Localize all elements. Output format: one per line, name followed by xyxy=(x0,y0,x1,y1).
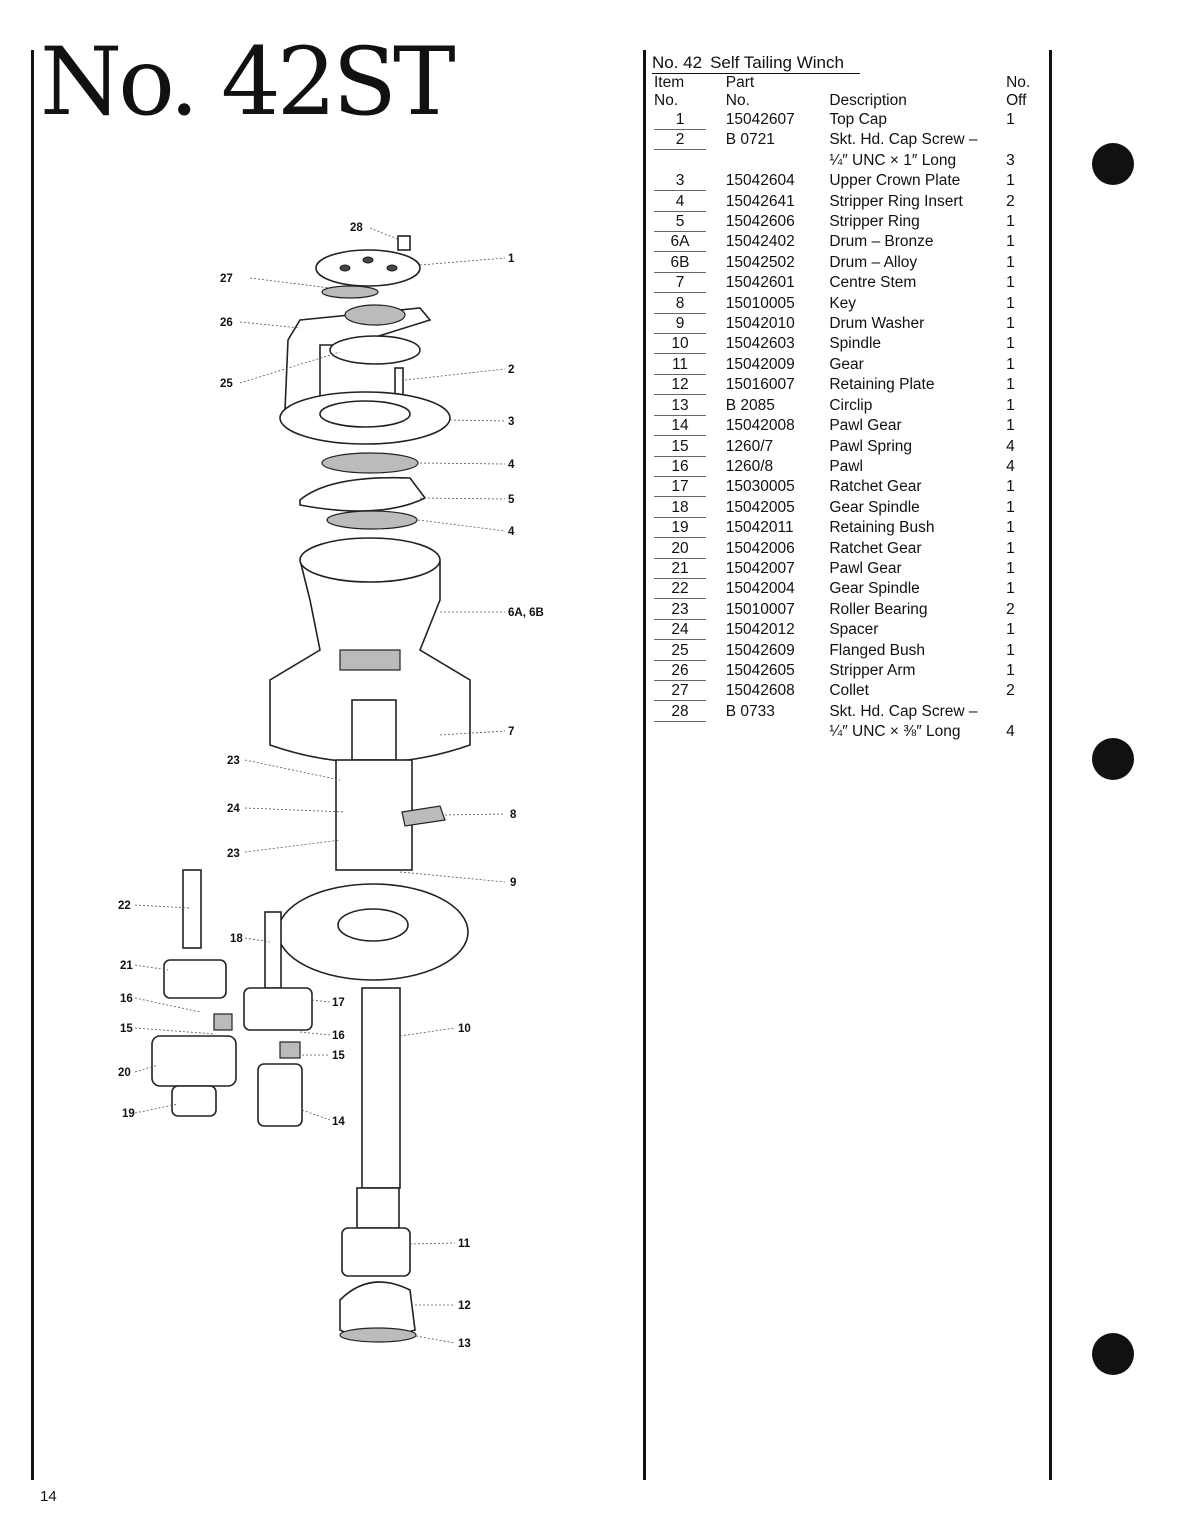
part-no: 15030005 xyxy=(725,478,795,496)
top-cap-part xyxy=(316,250,420,286)
item-no: 25 xyxy=(652,641,726,661)
callout-23-upper: 23 xyxy=(227,755,240,767)
part-no: 15042007 xyxy=(725,559,795,577)
callout-28: 28 xyxy=(350,222,363,234)
quantity-off: 1 xyxy=(1006,478,1015,496)
model-name: Self Tailing Winch xyxy=(710,53,844,72)
description: Gear Spindle xyxy=(829,498,920,516)
callout-4-lower: 4 xyxy=(508,526,515,538)
table-row xyxy=(652,253,1036,273)
callout-22: 22 xyxy=(118,900,131,912)
table-row xyxy=(652,620,1036,640)
retaining-bush-part xyxy=(172,1086,216,1116)
quantity-off: 2 xyxy=(1006,600,1015,618)
quantity-off: 1 xyxy=(1006,172,1015,190)
parts-table-body xyxy=(652,110,1036,743)
item-no: 6A xyxy=(652,232,726,252)
item-no: 18 xyxy=(652,498,726,518)
collet-part xyxy=(322,286,378,298)
part-no: 15010005 xyxy=(725,294,795,312)
part-no: 15016007 xyxy=(725,376,795,394)
callout-27: 27 xyxy=(220,273,233,285)
part-no: 15042008 xyxy=(725,417,795,435)
quantity-off: 4 xyxy=(1006,723,1015,741)
description: Top Cap xyxy=(829,111,888,128)
part-no: 15042012 xyxy=(725,621,795,639)
header-no-off: No. Off xyxy=(1006,74,1031,109)
table-row xyxy=(652,416,1036,436)
binder-hole-middle xyxy=(1092,738,1134,780)
header-description: Description xyxy=(829,92,907,109)
description: Retaining Bush xyxy=(829,519,935,537)
part-no: 15042502 xyxy=(725,253,795,271)
table-row xyxy=(652,681,1036,701)
callout-4-upper: 4 xyxy=(508,459,515,471)
table-header-row xyxy=(652,74,1036,110)
part-no: 15042011 xyxy=(725,519,794,537)
part-no: 15042004 xyxy=(725,580,795,598)
parts-table xyxy=(652,74,1036,743)
page-number: 14 xyxy=(40,1488,57,1505)
quantity-off: 1 xyxy=(1006,519,1015,537)
quantity-off: 1 xyxy=(1006,315,1015,333)
description: Pawl Gear xyxy=(829,417,902,435)
table-row xyxy=(652,539,1036,559)
winch-exploded-view xyxy=(90,200,570,1380)
item-no: 26 xyxy=(652,661,726,681)
callout-7: 7 xyxy=(508,726,515,738)
callout-6a-6b: 6A, 6B xyxy=(508,607,544,619)
table-row xyxy=(652,457,1036,477)
item-no: 27 xyxy=(652,681,726,701)
right-column-rule xyxy=(1049,50,1052,1480)
item-no: 8 xyxy=(652,294,726,314)
item-no: 12 xyxy=(652,375,726,395)
quantity-off: 1 xyxy=(1006,233,1015,251)
item-no: 13 xyxy=(652,396,726,416)
gear-spindle-18-part xyxy=(265,912,281,988)
quantity-off: 1 xyxy=(1006,355,1015,373)
pawl-gear-14-part xyxy=(258,1064,302,1126)
description: Pawl Gear xyxy=(829,559,902,577)
table-row xyxy=(652,212,1036,232)
description: Collet xyxy=(829,682,869,700)
part-no: 15042005 xyxy=(725,498,795,516)
callout-24: 24 xyxy=(227,803,240,815)
quantity-off: 1 xyxy=(1006,641,1015,659)
table-row xyxy=(652,375,1036,395)
header-part-no: Part No. xyxy=(725,74,755,109)
pawl-gear-21-part xyxy=(164,960,226,998)
item-no: 28 xyxy=(652,702,726,743)
description: Pawl xyxy=(829,457,863,475)
table-row xyxy=(652,702,1036,743)
quantity-off: 1 xyxy=(1006,539,1015,557)
item-no: 24 xyxy=(652,620,726,640)
table-row xyxy=(652,518,1036,538)
item-no: 3 xyxy=(652,171,726,191)
cap-screw-part xyxy=(398,236,410,250)
circlip-part xyxy=(340,1328,416,1342)
quantity-off: 2 xyxy=(1006,192,1015,210)
description: Skt. Hd. Cap Screw – ¼″ UNC × ⅜″ Long xyxy=(829,702,1006,743)
table-row xyxy=(652,273,1036,293)
item-no: 23 xyxy=(652,600,726,620)
part-no: B 2085 xyxy=(725,396,775,414)
description: Stripper Ring xyxy=(829,213,920,231)
part-no: 15042606 xyxy=(725,213,795,231)
table-row xyxy=(652,559,1036,579)
description: Centre Stem xyxy=(829,274,917,292)
part-no: 15042402 xyxy=(725,233,795,251)
part-no: 1260/8 xyxy=(725,457,774,475)
part-no: 15042605 xyxy=(725,661,795,679)
table-row xyxy=(652,661,1036,681)
callout-9: 9 xyxy=(510,877,517,889)
binder-hole-top xyxy=(1092,143,1134,185)
callout-1: 1 xyxy=(508,253,515,265)
item-no: 15 xyxy=(652,437,726,457)
item-no: 7 xyxy=(652,273,726,293)
description: Roller Bearing xyxy=(829,600,928,618)
description: Drum – Alloy xyxy=(829,253,918,271)
item-no: 21 xyxy=(652,559,726,579)
description: Flanged Bush xyxy=(829,641,925,659)
gear-11-part xyxy=(342,1228,410,1276)
quantity-off: 1 xyxy=(1006,417,1015,435)
callout-23-lower: 23 xyxy=(227,848,240,860)
callout-14: 14 xyxy=(332,1116,345,1128)
stripper-ring-part xyxy=(300,478,425,511)
item-no: 1 xyxy=(652,110,726,130)
table-row xyxy=(652,355,1036,375)
quantity-off: 4 xyxy=(1006,457,1015,475)
callout-21: 21 xyxy=(120,960,133,972)
part-no: 15042010 xyxy=(725,315,795,333)
callout-19: 19 xyxy=(122,1108,135,1120)
item-no: 5 xyxy=(652,212,726,232)
gear-spindle-22-part xyxy=(183,870,201,948)
part-no: 15042601 xyxy=(725,274,795,292)
description-continued: ¼″ UNC × ⅜″ Long xyxy=(829,723,961,741)
table-row xyxy=(652,477,1036,497)
callout-18: 18 xyxy=(230,933,243,945)
parts-list-title xyxy=(652,53,860,74)
callout-11: 11 xyxy=(458,1238,471,1250)
table-row xyxy=(652,641,1036,661)
description: Pawl Spring xyxy=(829,437,913,455)
part-no: B 0721 xyxy=(725,131,775,149)
pawl-part xyxy=(214,1014,232,1030)
spindle-part xyxy=(362,988,400,1188)
quantity-off: 3 xyxy=(1006,151,1015,169)
part-no: 15010007 xyxy=(725,600,795,618)
callout-3: 3 xyxy=(508,416,515,428)
callout-26: 26 xyxy=(220,317,233,329)
table-row xyxy=(652,498,1036,518)
description: Stripper Arm xyxy=(829,661,916,679)
quantity-off: 1 xyxy=(1006,111,1015,128)
description: Upper Crown Plate xyxy=(829,172,961,190)
quantity-off: 1 xyxy=(1006,253,1015,271)
flanged-bush-part xyxy=(330,336,420,364)
quantity-off: 1 xyxy=(1006,294,1015,312)
quantity-off: 1 xyxy=(1006,621,1015,639)
item-no: 10 xyxy=(652,334,726,354)
item-no: 9 xyxy=(652,314,726,334)
quantity-off: 1 xyxy=(1006,274,1015,292)
description: Key xyxy=(829,294,857,312)
callout-20: 20 xyxy=(118,1067,131,1079)
table-row xyxy=(652,294,1036,314)
item-no: 4 xyxy=(652,192,726,212)
table-row xyxy=(652,110,1036,130)
callout-13: 13 xyxy=(458,1338,471,1350)
quantity-off: 1 xyxy=(1006,661,1015,679)
item-no: 22 xyxy=(652,579,726,599)
header-item-no: Item No. xyxy=(654,74,685,109)
item-no: 14 xyxy=(652,416,726,436)
callout-5: 5 xyxy=(508,494,515,506)
callout-15-left: 15 xyxy=(120,1023,133,1035)
table-row xyxy=(652,396,1036,416)
callout-25: 25 xyxy=(220,378,233,390)
model-number: No. 42 xyxy=(652,53,703,72)
table-row xyxy=(652,232,1036,252)
table-row xyxy=(652,171,1036,191)
quantity-off: 1 xyxy=(1006,335,1015,353)
item-no: 6B xyxy=(652,253,726,273)
description: Ratchet Gear xyxy=(829,478,922,496)
callout-12: 12 xyxy=(458,1300,471,1312)
item-no: 2 xyxy=(652,130,726,171)
part-no: B 0733 xyxy=(725,702,775,720)
ratchet-gear-17-part xyxy=(244,988,312,1030)
description-continued: ¼″ UNC × 1″ Long xyxy=(829,151,957,169)
description: Drum – Bronze xyxy=(829,233,934,251)
description: Gear xyxy=(829,355,864,373)
callout-16-right: 16 xyxy=(332,1030,345,1042)
part-no: 15042641 xyxy=(725,192,795,210)
part-no: 15042006 xyxy=(725,539,795,557)
description: Spindle xyxy=(829,335,882,353)
parts-list xyxy=(652,53,1036,743)
description: Spacer xyxy=(829,621,879,639)
binder-hole-bottom xyxy=(1092,1333,1134,1375)
item-no: 19 xyxy=(652,518,726,538)
quantity-off: 2 xyxy=(1006,682,1015,700)
description: Retaining Plate xyxy=(829,376,935,394)
quantity-off: 1 xyxy=(1006,213,1015,231)
description: Circlip xyxy=(829,396,873,414)
part-no: 15042608 xyxy=(725,682,795,700)
quantity-off: 1 xyxy=(1006,396,1015,414)
callout-16-left: 16 xyxy=(120,993,133,1005)
callout-10: 10 xyxy=(458,1023,471,1035)
part-no: 15042604 xyxy=(725,172,795,190)
description: Drum Washer xyxy=(829,315,925,333)
table-row xyxy=(652,192,1036,212)
center-column-rule xyxy=(643,50,646,1480)
part-no: 15042609 xyxy=(725,641,795,659)
exploded-parts-diagram xyxy=(90,200,570,1380)
description: Skt. Hd. Cap Screw – ¼″ UNC × 1″ Long xyxy=(829,130,1006,171)
quantity-off: 1 xyxy=(1006,498,1015,516)
callout-17: 17 xyxy=(332,997,345,1009)
ratchet-gear-20-part xyxy=(152,1036,236,1086)
quantity-off: 1 xyxy=(1006,376,1015,394)
quantity-off: 1 xyxy=(1006,559,1015,577)
description: Ratchet Gear xyxy=(829,539,922,557)
description: Gear Spindle xyxy=(829,580,920,598)
stripper-ring-insert-part xyxy=(322,453,418,473)
quantity-off: 1 xyxy=(1006,580,1015,598)
callout-8: 8 xyxy=(510,809,517,821)
table-row xyxy=(652,600,1036,620)
callout-2: 2 xyxy=(508,364,515,376)
part-no: 15042009 xyxy=(725,355,795,373)
part-no: 15042603 xyxy=(725,335,795,353)
part-no: 15042607 xyxy=(725,111,795,128)
item-no: 20 xyxy=(652,539,726,559)
table-row xyxy=(652,579,1036,599)
callout-15-right: 15 xyxy=(332,1050,345,1062)
left-margin-rule xyxy=(31,50,34,1480)
table-row xyxy=(652,130,1036,171)
item-no: 17 xyxy=(652,477,726,497)
table-row xyxy=(652,334,1036,354)
item-no: 16 xyxy=(652,457,726,477)
table-row xyxy=(652,437,1036,457)
description: Stripper Ring Insert xyxy=(829,192,963,210)
part-no: 1260/7 xyxy=(725,437,774,455)
centre-stem-part xyxy=(352,700,396,760)
page-title: No. 42ST xyxy=(40,28,452,137)
item-no: 11 xyxy=(652,355,726,375)
table-row xyxy=(652,314,1036,334)
quantity-off: 4 xyxy=(1006,437,1015,455)
